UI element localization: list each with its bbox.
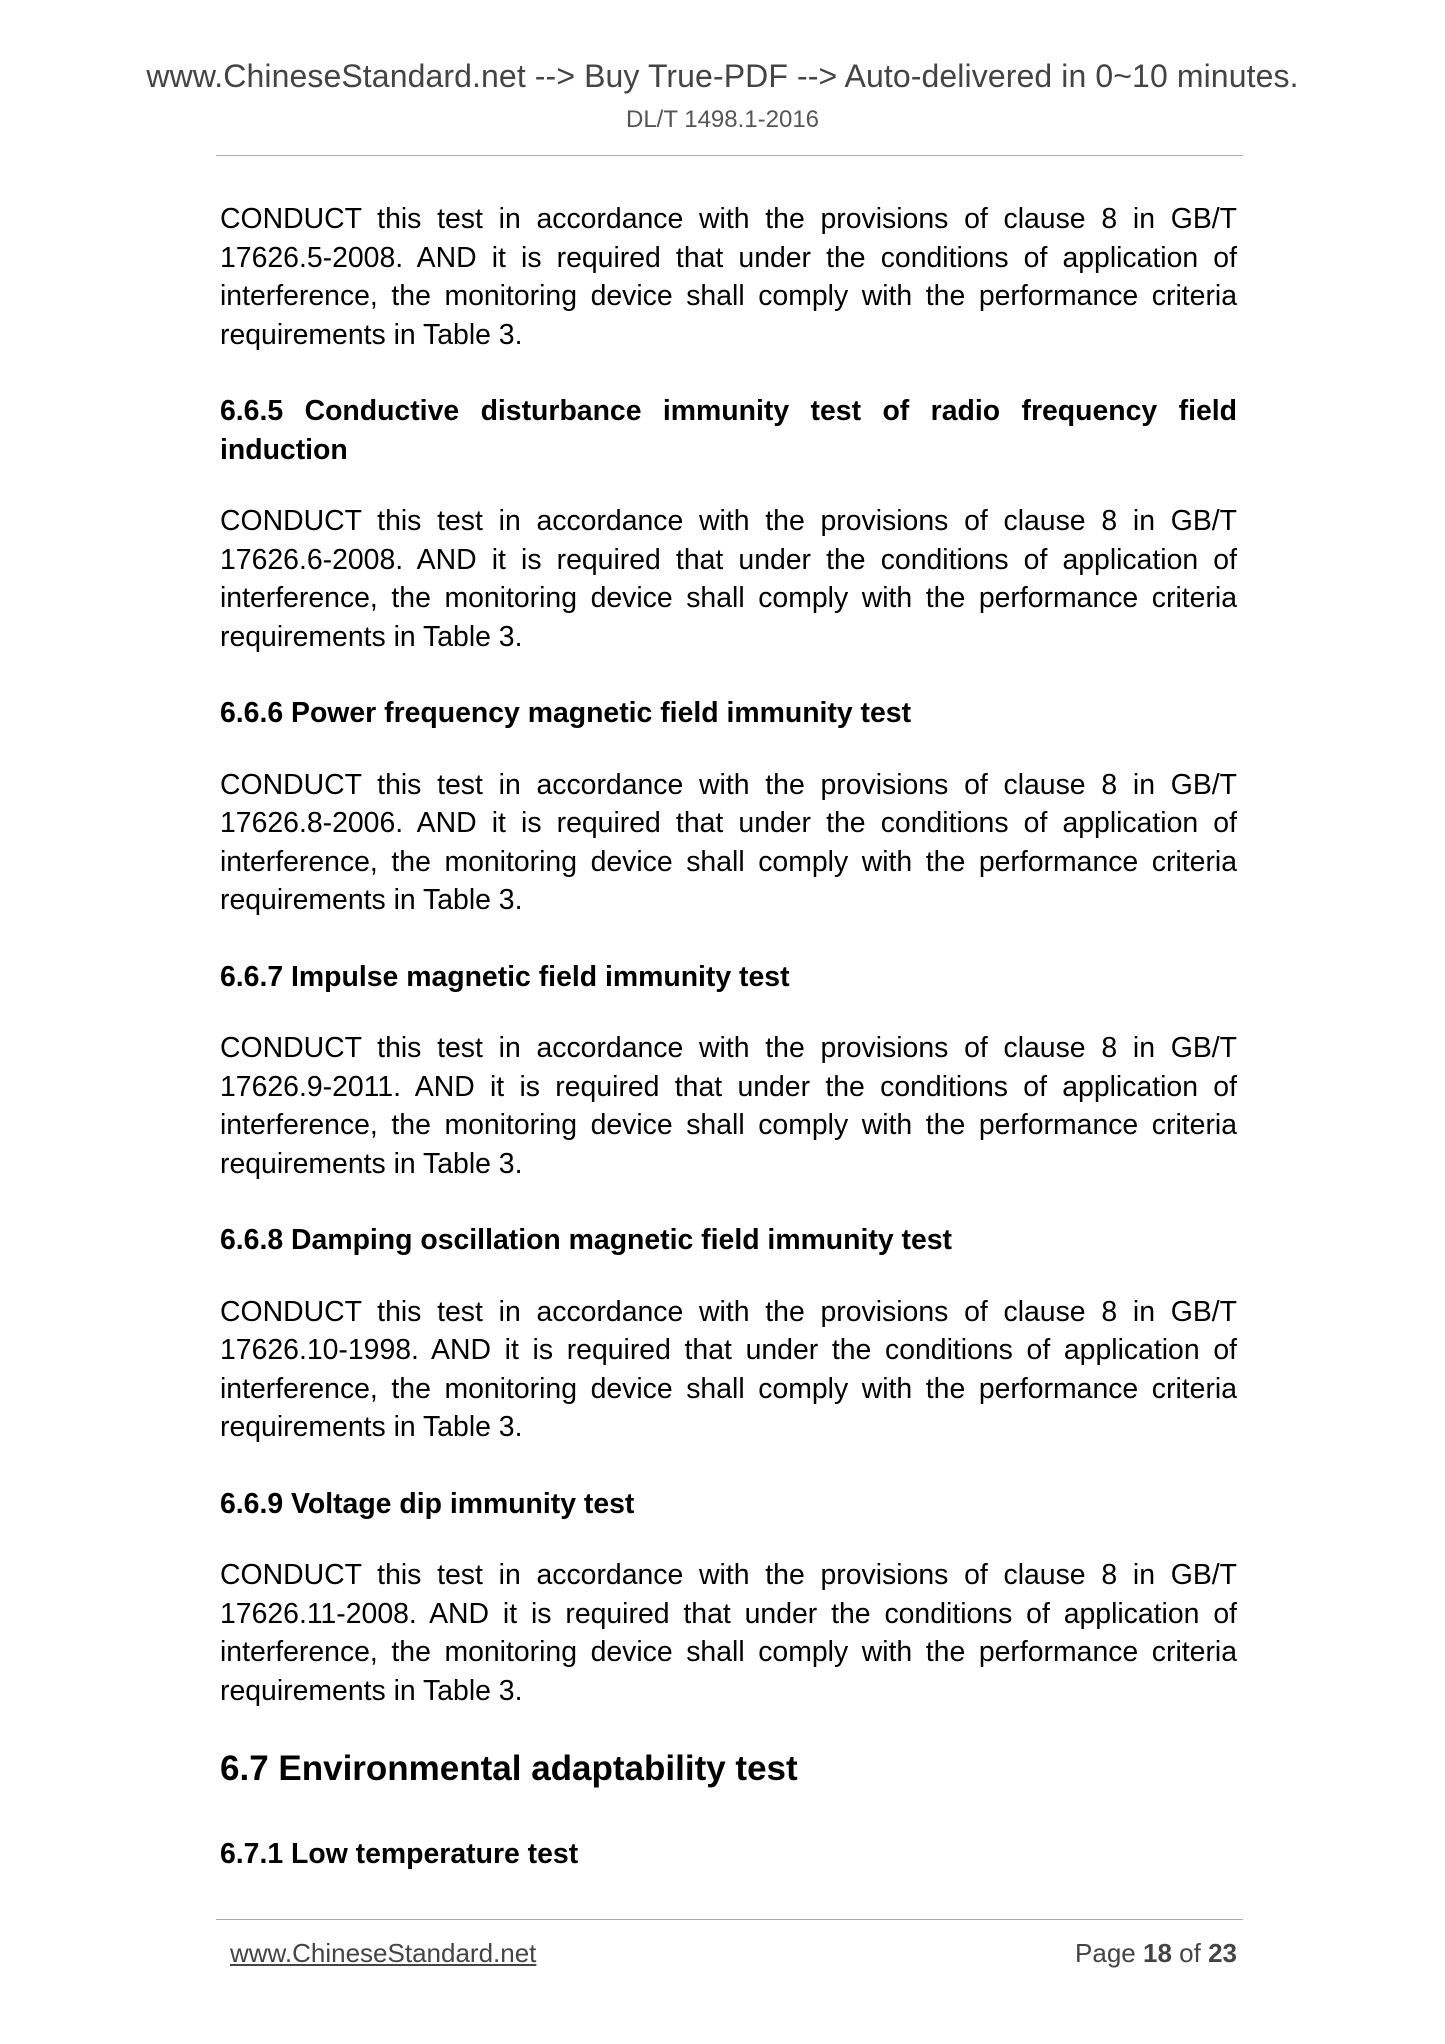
section-6-6-6-heading: 6.6.6 Power frequency magnetic field immunity test <box>220 697 912 729</box>
section-6-6-9-heading: 6.6.9 Voltage dip immunity test <box>220 1487 635 1520</box>
page-content <box>220 200 1237 1907</box>
section-6-6-7-heading: 6.6.7 Impulse magnetic field immunity test <box>220 960 790 993</box>
section-6-7-heading: 6.7 Environmental adaptability test <box>220 1749 798 1788</box>
page-number <box>1075 1938 1237 1969</box>
section-6-6-8-heading: 6.6.8 Damping oscillation magnetic field immunity test <box>220 1224 953 1256</box>
section-6-6-9-text: CONDUCT this test in accordance with the provisions of clause 8 in GB/T 17626.11-2008. AND it is required that under the conditions of application of interference, the monitoring device shall comply with the performance criteria requirements in Table 3. <box>220 1559 1237 1707</box>
section-6-6-5-text: CONDUCT this test in accordance with the provisions of clause 8 in GB/T 17626.6-2008. AND it is required that under the conditions of application of interference, the monitoring device shall comply with the performance criteria requirements in Table 3. <box>220 505 1237 653</box>
paragraph-664-continuation: CONDUCT this test in accordance with the provisions of clause 8 in GB/T 17626.5-2008. AND it is required that under the conditions of application of interference, the monitoring device shall comply with the performance criteria requirements in Table 3. <box>220 203 1237 351</box>
header-banner: www.ChineseStandard.net --> Buy True-PDF --> Auto-delivered in 0~10 minutes. <box>146 58 1299 94</box>
page-of: of <box>1179 1938 1201 1968</box>
page-total: 23 <box>1208 1938 1237 1968</box>
footer-site-link[interactable]: www.ChineseStandard.net <box>230 1938 537 1968</box>
page-label: Page <box>1075 1938 1136 1968</box>
section-6-6-6-text: CONDUCT this test in accordance with the provisions of clause 8 in GB/T 17626.8-2006. AND it is required that under the conditions of application of interference, the monitoring device shall comply with the performance criteria requirements in Table 3. <box>220 768 1237 916</box>
section-6-6-8-text: CONDUCT this test in accordance with the provisions of clause 8 in GB/T 17626.10-1998. AND it is required that under the conditions of application of interference, the monitoring device shall comply with the performance criteria requirements in Table 3. <box>220 1295 1237 1443</box>
section-6-6-7-text: CONDUCT this test in accordance with the provisions of clause 8 in GB/T 17626.9-2011. AND it is required that under the conditions of application of interference, the monitoring device shall comply with the performance criteria requirements in Table 3. <box>220 1032 1237 1180</box>
header-divider <box>216 155 1243 156</box>
document-id: DL/T 1498.1-2016 <box>625 106 820 133</box>
footer-divider <box>216 1919 1243 1920</box>
section-6-6-5-heading: 6.6.5 Conductive disturbance immunity test of radio frequency field induction <box>220 395 1237 466</box>
section-6-7-1-heading: 6.7.1 Low temperature test <box>220 1838 579 1870</box>
page-current: 18 <box>1143 1938 1172 1968</box>
